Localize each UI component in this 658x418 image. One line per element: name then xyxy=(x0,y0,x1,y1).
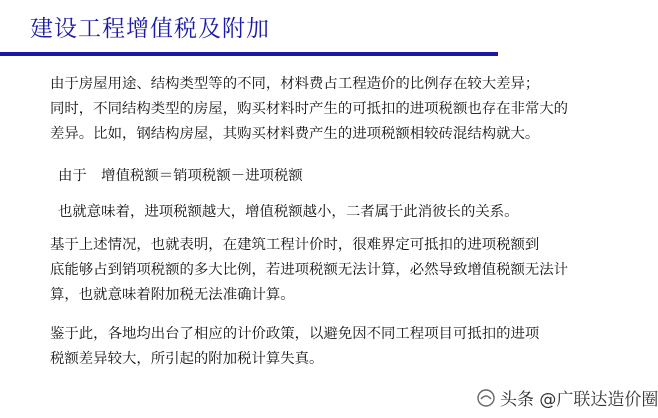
slide-title: 建设工程增值税及附加 xyxy=(30,16,270,42)
paragraph-1: 由于房屋用途、结构类型等的不同，材料费占工程造价的比例存在较大差异； 同时，不同结构类型的房屋，购买材料时产生的可抵扣的进项税额也存在非常大的 差异。比如，钢结构房屋，其购买材料费产生的进项税额相较砖混结构就大。 xyxy=(50,76,569,142)
watermark xyxy=(476,385,658,410)
toutiao-logo-icon xyxy=(476,388,496,408)
watermark-text: 头条 @广联达造价圈 xyxy=(500,390,658,410)
paragraph-3: 也就意味着，进项税额越大，增值税额越小，二者属于此消彼长的关系。 xyxy=(58,204,519,220)
paragraph-2-formula: 由于 增值税额＝销项税额－进项税额 xyxy=(58,168,303,184)
paragraph-5: 鉴于此，各地均出台了相应的计价政策，以避免因不同工程项目可抵扣的进项 税额差异较大，所引起的附加税计算失真。 xyxy=(50,326,540,367)
title-underline xyxy=(0,52,498,56)
paragraph-4: 基于上述情况，也就表明，在建筑工程计价时，很难界定可抵扣的进项税额到 底能够占到销项税额的多大比例，若进项税额无法计算，必然导致增值税额无法计 算，也就意味着附加税无法准确计算。 xyxy=(50,237,569,303)
